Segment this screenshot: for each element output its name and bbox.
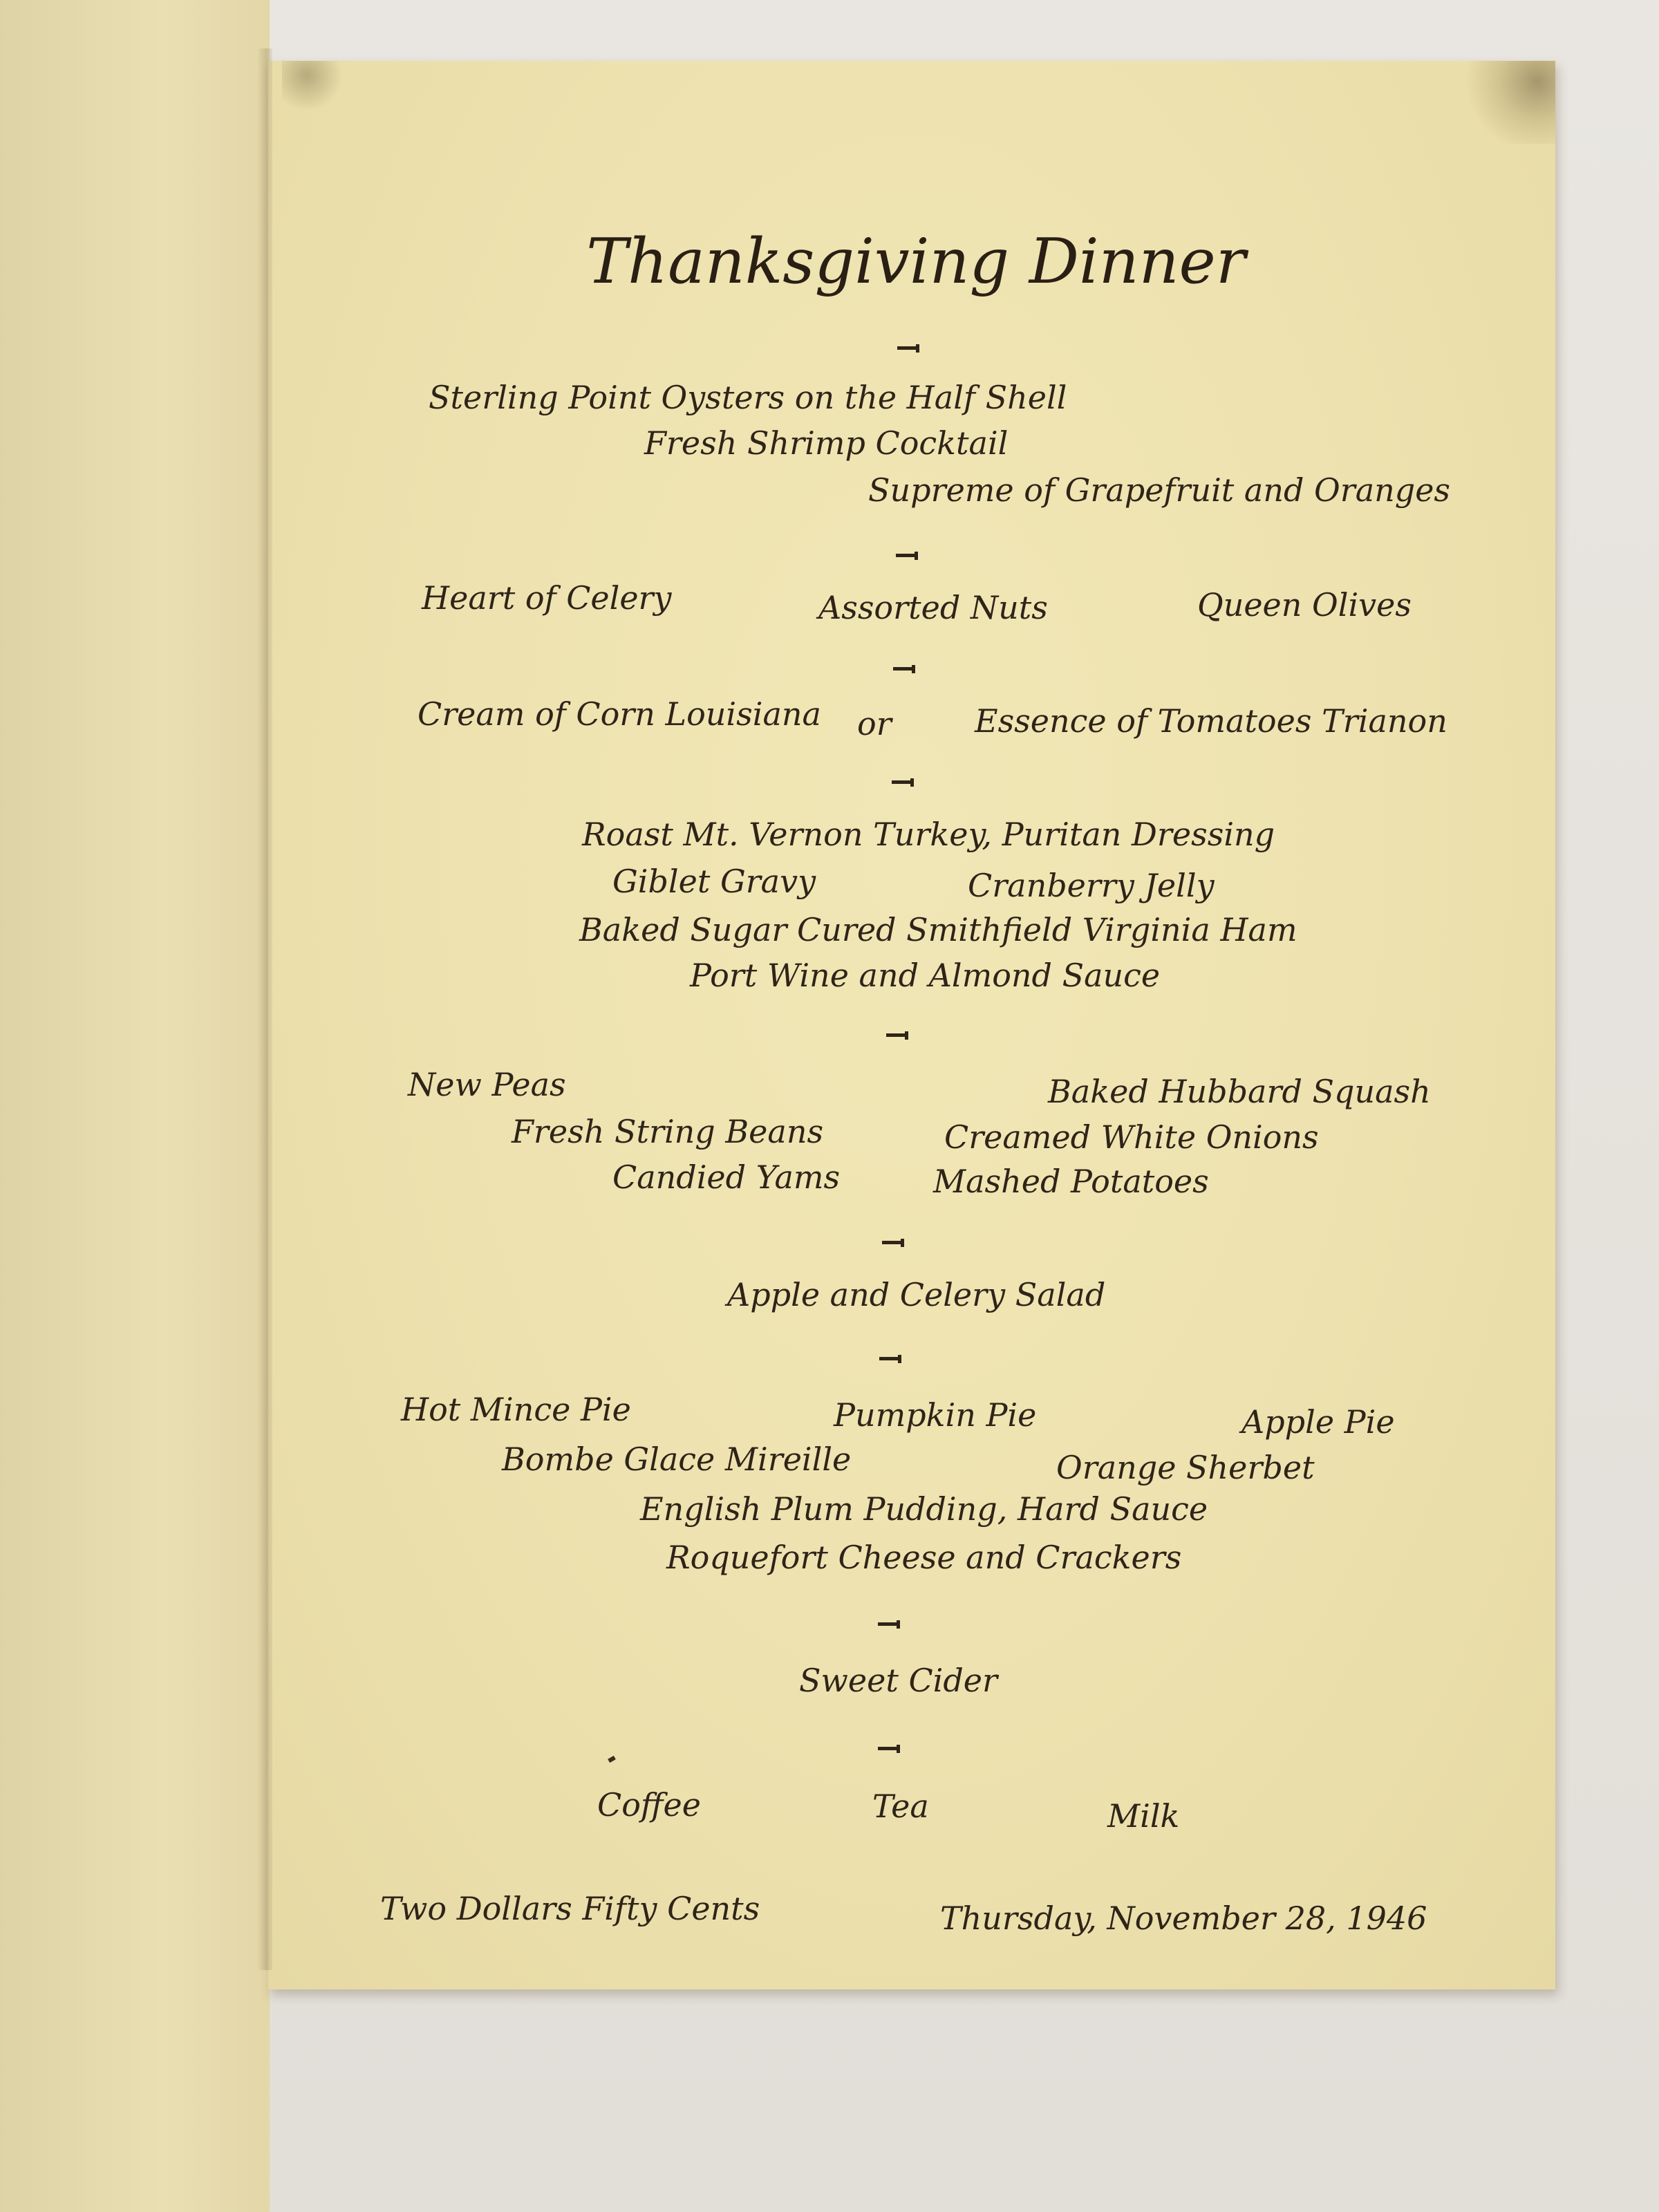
menu-item: Giblet Gravy	[612, 863, 816, 900]
section-divider	[882, 1239, 904, 1247]
section-divider	[892, 778, 914, 787]
section-divider	[897, 344, 919, 353]
left-menu-leaf	[0, 0, 270, 2212]
section-divider	[878, 1745, 900, 1753]
menu-item: Essence of Tomatoes Trianon	[975, 702, 1447, 740]
section-divider	[878, 1620, 900, 1629]
menu-item: Roast Mt. Vernon Turkey, Puritan Dressing	[582, 816, 1275, 853]
menu-item: Supreme of Grapefruit and Oranges	[868, 471, 1451, 509]
menu-item: Cranberry Jelly	[968, 867, 1215, 904]
menu-item: Pumpkin Pie	[834, 1396, 1037, 1434]
menu-item: Bombe Glace Mireille	[502, 1441, 852, 1478]
menu-item: Fresh String Beans	[512, 1113, 824, 1150]
menu-item: New Peas	[408, 1066, 566, 1103]
menu-item: Orange Sherbet	[1056, 1449, 1315, 1486]
menu-item: Heart of Celery	[422, 579, 672, 617]
menu-connector: or	[857, 705, 892, 742]
menu-title: Thanksgiving Dinner	[586, 225, 1246, 298]
section-divider	[886, 1031, 908, 1040]
menu-item: English Plum Pudding, Hard Sauce	[640, 1490, 1208, 1528]
menu-item: Candied Yams	[612, 1159, 841, 1196]
menu-item: Port Wine and Almond Sauce	[690, 957, 1161, 994]
menu-item: Assorted Nuts	[818, 589, 1048, 626]
age-stain	[1465, 61, 1555, 144]
menu-item: Coffee	[597, 1786, 701, 1824]
menu-item: Fresh Shrimp Cocktail	[644, 424, 1009, 462]
menu-item: Cream of Corn Louisiana	[418, 695, 821, 733]
menu-item: Mashed Potatoes	[933, 1163, 1209, 1200]
menu-item: Sterling Point Oysters on the Half Shell	[429, 379, 1067, 416]
menu-item: Apple and Celery Salad	[727, 1276, 1106, 1313]
menu-item: Hot Mince Pie	[401, 1391, 631, 1428]
section-divider	[896, 552, 918, 560]
menu-item: Queen Olives	[1197, 586, 1412, 624]
menu-date: Thursday, November 28, 1946	[940, 1900, 1427, 1937]
menu-item: Tea	[872, 1788, 929, 1825]
section-divider	[893, 665, 915, 673]
menu-item: Roquefort Cheese and Crackers	[666, 1539, 1182, 1576]
menu-item: Milk	[1107, 1797, 1180, 1835]
menu-item: Sweet Cider	[799, 1662, 998, 1699]
menu-item: Baked Hubbard Squash	[1048, 1073, 1431, 1110]
menu-item: Baked Sugar Cured Smithfield Virginia Ham	[579, 911, 1297, 948]
page-fold	[257, 48, 272, 1970]
menu-item: Creamed White Onions	[944, 1118, 1319, 1156]
age-stain	[282, 61, 344, 109]
menu-item: Apple Pie	[1241, 1403, 1395, 1441]
menu-price: Two Dollars Fifty Cents	[380, 1890, 760, 1927]
section-divider	[879, 1355, 901, 1363]
